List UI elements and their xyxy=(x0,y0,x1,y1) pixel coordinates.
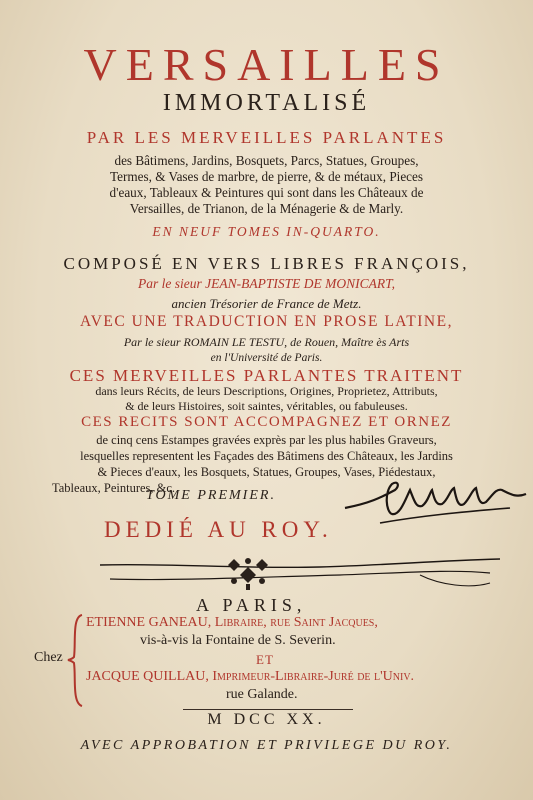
publisher-address: vis-à-vis la Fontaine de S. Severin. xyxy=(140,633,336,648)
estampes-line: lesquelles representent les Façades des Bâtimens des Châteaux, les Jardins xyxy=(80,449,453,463)
description-line: d'eaux, Tableaux & Peintures qui sont dans les Châteaux de xyxy=(109,185,424,200)
chez-label: Chez xyxy=(34,650,63,665)
dedie-au-roy: DEDIÉ AU ROY. xyxy=(104,517,333,542)
recits-line: & de leurs Histoires, soit saintes, véritables, ou fabuleuses. xyxy=(125,399,408,413)
description-line: des Bâtimens, Jardins, Bosquets, Parcs, Statues, Groupes, xyxy=(114,153,419,168)
ces-merveilles-line: CES MERVEILLES PARLANTES TRAITENT xyxy=(69,366,464,385)
estampes-line: de cinq cens Estampes gravées exprès par les plus habiles Graveurs, xyxy=(96,433,437,447)
brace-ornament xyxy=(66,613,86,708)
description-line: Versailles, de Trianon, de la Ménagerie & de Marly. xyxy=(129,201,404,216)
compose-line: COMPOSÉ EN VERS LIBRES FRANÇOIS, xyxy=(63,254,470,273)
book-title: VERSAILLES xyxy=(83,39,450,90)
author-title: ancien Trésorier de France de Metz. xyxy=(171,296,362,311)
translator-university: en l'Université de Paris. xyxy=(210,352,323,364)
par-les-merveilles: PAR LES MERVEILLES PARLANTES xyxy=(86,128,447,147)
estampes-line: & Pieces d'eaux, les Bosquets, Statues, Groupes, Vases, Piédestaux, xyxy=(97,465,436,479)
publication-year: M DCC XX. xyxy=(207,711,326,728)
publisher-ganeau: ETIENNE GANEAU, Libraire, rue Saint Jacques, xyxy=(86,615,378,630)
a-paris: A PARIS, xyxy=(196,595,307,615)
approbation-line: AVEC APPROBATION ET PRIVILEGE DU ROY. xyxy=(80,738,453,753)
estampes-line: Tableaux, Peintures, &c. xyxy=(52,481,176,495)
quillau-address: rue Galande. xyxy=(226,687,298,702)
tome-premier: TOME PREMIER. xyxy=(146,488,276,503)
description-line: Termes, & Vases de marbre, de pierre, & de métaux, Pieces xyxy=(109,169,424,184)
printer-ornament xyxy=(226,553,270,591)
translator-line: Par le sieur ROMAIN LE TESTU, de Rouen, Maître ès Arts xyxy=(123,335,410,349)
recits-line: dans leurs Récits, de leurs Descriptions, Origines, Proprietez, Attributs, xyxy=(95,384,438,398)
translation-line: AVEC UNE TRADUCTION EN PROSE LATINE, xyxy=(80,313,453,330)
author-line: Par le sieur JEAN-BAPTISTE DE MONICART, xyxy=(138,276,395,291)
neuf-tomes: EN NEUF TOMES IN-QUARTO. xyxy=(152,224,381,239)
ces-recits-line: CES RECITS SONT ACCOMPAGNEZ ET ORNEZ xyxy=(81,414,452,430)
rule-divider xyxy=(183,709,353,710)
book-subtitle: IMMORTALISÉ xyxy=(162,90,371,116)
et-label: ET xyxy=(256,652,274,667)
publisher-quillau: JACQUE QUILLAU, Imprimeur-Libraire-Juré de l'Univ. xyxy=(86,669,415,684)
